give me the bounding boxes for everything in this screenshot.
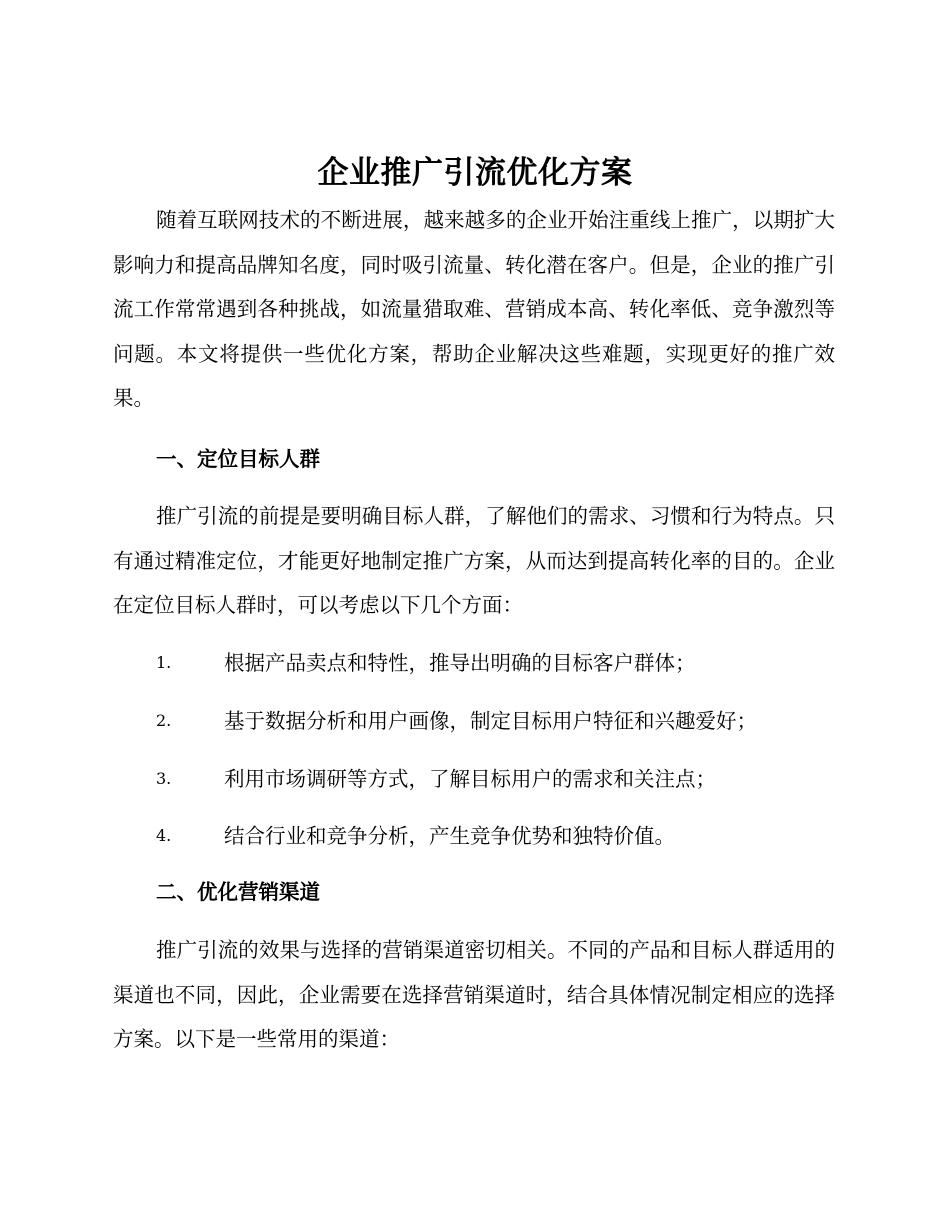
list-item <box>156 643 836 683</box>
section2-paragraph: 推广引流的效果与选择的营销渠道密切相关。不同的产品和目标人群适用的渠道也不同，因此，企业需要在选择营销渠道时，结合具体情况制定相应的选择方案。以下是一些常用的渠道： <box>113 938 835 1051</box>
document-title: 企业推广引流优化方案 <box>317 155 633 191</box>
list-item-text: 利用市场调研等方式，了解目标用户的需求和关注点； <box>224 767 716 791</box>
intro-paragraph: 随着互联网技术的不断进展，越来越多的企业开始注重线上推广，以期扩大影响力和提高品牌知名度，同时吸引流量、转化潜在客户。但是，企业的推广引流工作常常遇到各种挑战，如流量猎取难、营销成本高、转化率低、竞争激烈等问题。本文将提供一些优化方案，帮助企业解决这些难题，实现更好的推广效果。 <box>113 208 835 410</box>
list-item <box>156 816 836 856</box>
section1-paragraph: 推广引流的前提是要明确目标人群，了解他们的需求、习惯和行为特点。只有通过精准定位，才能更好地制定推广方案，从而达到提高转化率的目的。企业在定位目标人群时，可以考虑以下几个方面： <box>113 504 835 617</box>
list-item-number: 3. <box>156 769 172 788</box>
list-item <box>156 701 836 741</box>
list-item <box>156 759 836 799</box>
list-item-text: 结合行业和竞争分析，产生竞争优势和独特价值。 <box>224 824 675 848</box>
list-item-number: 2. <box>156 711 172 730</box>
list-item-text: 基于数据分析和用户画像，制定目标用户特征和兴趣爱好； <box>224 709 757 733</box>
list-item-text: 根据产品卖点和特性，推导出明确的目标客户群体； <box>224 651 696 675</box>
list-item-number: 4. <box>156 826 172 845</box>
section-heading-marketing-channels: 二、优化营销渠道 <box>156 880 320 904</box>
list-item-number: 1. <box>156 653 172 672</box>
section-heading-target-audience: 一、定位目标人群 <box>156 447 320 471</box>
